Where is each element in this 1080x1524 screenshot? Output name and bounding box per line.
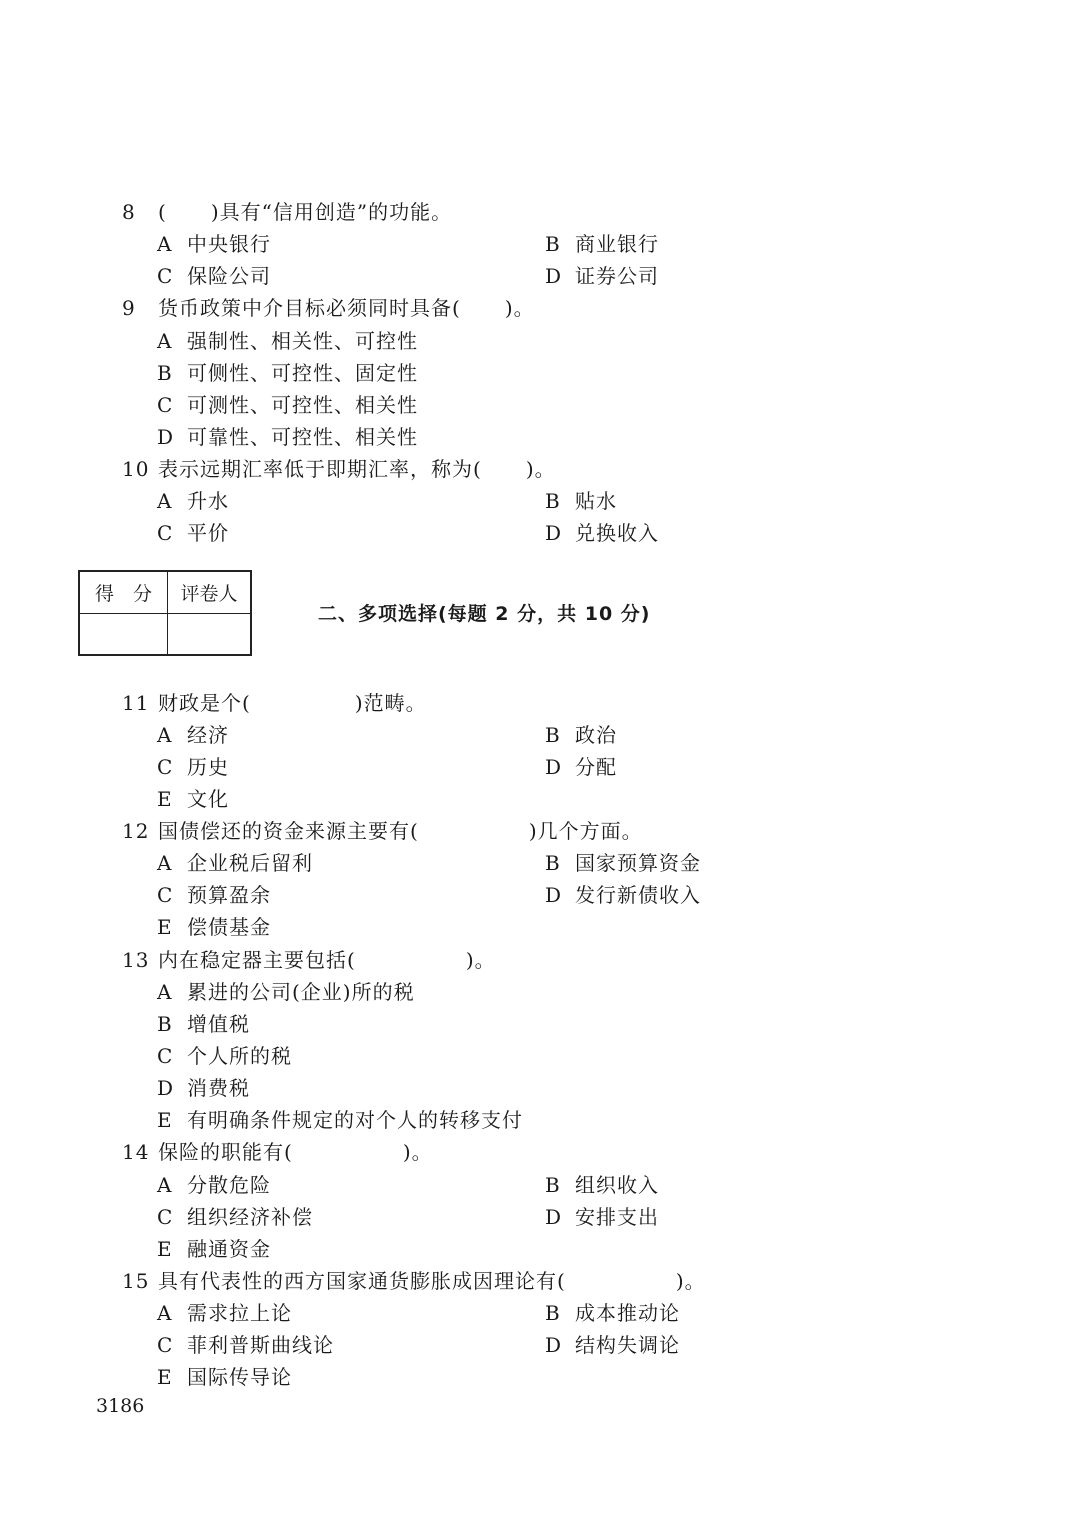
option: D 分配 xyxy=(545,755,617,779)
option: E 偿债基金 xyxy=(157,915,271,939)
option: A 累进的公司(企业)所的税 xyxy=(157,980,415,1004)
option: B 商业银行 xyxy=(545,232,659,256)
question-11: 11 财政是个( )范畴。 xyxy=(122,691,427,715)
option: A 需求拉上论 xyxy=(157,1301,292,1325)
question-8: 8 ( )具有“信用创造”的功能。 xyxy=(122,200,453,224)
option: A 升水 xyxy=(157,489,229,513)
question-14: 14 保险的职能有( )。 xyxy=(122,1140,433,1164)
section-title: 二、多项选择(每题 2 分，共 10 分) xyxy=(318,603,651,625)
option: B 增值税 xyxy=(157,1012,250,1036)
question-9: 9 货币政策中介目标必须同时具备( )。 xyxy=(122,296,535,320)
question-15: 15 具有代表性的西方国家通货膨胀成因理论有( )。 xyxy=(122,1269,706,1293)
option: D 证券公司 xyxy=(545,264,659,288)
option: B 贴水 xyxy=(545,489,617,513)
option: B 成本推动论 xyxy=(545,1301,680,1325)
option: D 可靠性、可控性、相关性 xyxy=(157,425,418,449)
question-12: 12 国债偿还的资金来源主要有( )几个方面。 xyxy=(122,819,643,843)
option: A 中央银行 xyxy=(157,232,271,256)
option: D 兑换收入 xyxy=(545,521,659,545)
option: C 可测性、可控性、相关性 xyxy=(157,393,418,417)
score-header: 得 分 xyxy=(80,572,168,614)
option: B 政治 xyxy=(545,723,617,747)
option: C 组织经济补偿 xyxy=(157,1205,313,1229)
option: B 组织收入 xyxy=(545,1173,659,1197)
option: B 可侧性、可控性、固定性 xyxy=(157,361,418,385)
option: A 分散危险 xyxy=(157,1173,271,1197)
option: D 发行新债收入 xyxy=(545,883,701,907)
option: E 有明确条件规定的对个人的转移支付 xyxy=(157,1108,523,1132)
page-number: 3186 xyxy=(96,1395,145,1417)
option: C 菲利普斯曲线论 xyxy=(157,1333,334,1357)
option: C 个人所的税 xyxy=(157,1044,292,1068)
option: D 结构失调论 xyxy=(545,1333,680,1357)
question-13: 13 内在稳定器主要包括( )。 xyxy=(122,948,496,972)
option: D 安排支出 xyxy=(545,1205,659,1229)
option: C 平价 xyxy=(157,521,229,545)
option: C 历史 xyxy=(157,755,229,779)
grader-cell xyxy=(168,614,250,654)
option: E 文化 xyxy=(157,787,229,811)
option: C 保险公司 xyxy=(157,264,271,288)
option: A 强制性、相关性、可控性 xyxy=(157,329,418,353)
option: E 融通资金 xyxy=(157,1237,271,1261)
option: C 预算盈余 xyxy=(157,883,271,907)
option: E 国际传导论 xyxy=(157,1365,292,1389)
option: D 消费税 xyxy=(157,1076,250,1100)
score-cell xyxy=(80,614,168,654)
option: A 经济 xyxy=(157,723,229,747)
option: A 企业税后留利 xyxy=(157,851,313,875)
question-10: 10 表示远期汇率低于即期汇率，称为( )。 xyxy=(122,457,556,481)
score-table xyxy=(78,570,252,656)
option: B 国家预算资金 xyxy=(545,851,701,875)
grader-header: 评卷人 xyxy=(168,572,250,614)
